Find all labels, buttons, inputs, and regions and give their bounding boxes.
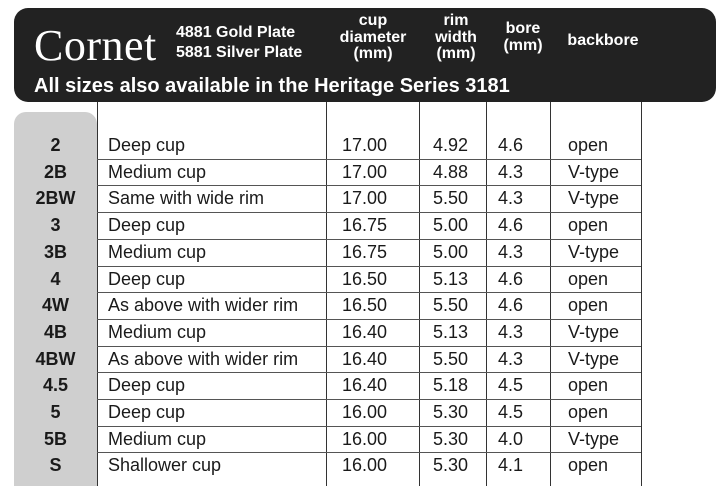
cell-cup: 17.00 [342,161,388,182]
cell-size: 5 [50,402,61,422]
cell-backbore: V-type [568,188,620,209]
table-row [14,239,641,266]
column-header-cup-diameter: cup diameter (mm) [339,12,407,62]
cell-bore: 4.3 [498,161,524,182]
cell-cup: 16.50 [342,295,388,316]
cell-rim: 5.00 [433,215,469,236]
cell-desc: Medium cup [108,241,207,262]
cell-cup: 16.40 [342,375,388,396]
cell-cup: 17.00 [342,188,388,209]
cell-bore: 4.6 [498,135,524,155]
cell-desc: Deep cup [108,215,186,236]
cell-bore: 4.3 [498,241,524,262]
cell-backbore: open [568,375,609,396]
column-header-bore: bore (mm) [503,20,543,54]
cell-cup: 16.75 [342,215,388,236]
cell-rim: 5.00 [433,241,469,262]
cell-desc: As above with wider rim [108,295,299,316]
table-row [14,399,641,426]
cell-size: 4.5 [42,375,69,396]
table-row [14,212,641,239]
cell-desc: Deep cup [108,268,186,289]
cell-bore: 4.5 [498,402,524,422]
cell-bore: 4.6 [498,268,524,289]
cell-bore: 4.1 [498,455,524,476]
table-row [14,159,641,186]
column-header-backbore: backbore [567,32,639,49]
cell-desc: Deep cup [108,375,186,396]
cell-size: 2B [43,161,67,182]
cell-backbore: V-type [568,321,620,342]
cell-rim: 5.30 [433,455,469,476]
table-row [14,346,641,373]
table-row [14,266,641,293]
cell-bore: 4.3 [498,188,524,209]
cell-cup: 16.50 [342,268,388,289]
cell-rim: 5.50 [433,348,469,369]
table-row [14,452,641,479]
table-header [14,8,716,102]
cell-backbore: V-type [568,161,620,182]
cell-rim: 4.88 [433,161,469,182]
gold-plate-model: 4881 Gold Plate [176,24,296,41]
table-row [14,372,641,399]
silver-plate-model: 5881 Silver Plate [176,44,303,61]
cell-backbore: V-type [568,428,620,449]
cell-bore: 4.0 [498,428,524,449]
cell-rim: 5.13 [433,321,469,342]
cell-backbore: open [568,135,609,155]
cell-desc: Shallower cup [108,455,222,476]
cell-backbore: open [568,295,609,316]
cell-size: 2BW [35,188,76,209]
cell-cup: 16.00 [342,455,388,476]
cell-desc: Same with wide rim [108,188,265,209]
cell-rim: 5.50 [433,295,469,316]
table-row [14,292,641,319]
cell-rim: 5.18 [433,375,469,396]
cell-desc: Medium cup [108,161,207,182]
cell-desc: Deep cup [108,402,186,422]
cell-rim: 5.30 [433,428,469,449]
cell-bore: 4.3 [498,348,524,369]
cell-rim: 4.92 [433,135,469,155]
cell-size: 3 [50,215,61,236]
table-row [14,319,641,346]
cell-size: 3B [43,241,67,262]
cell-size: S [49,455,62,476]
cell-rim: 5.13 [433,268,469,289]
cell-cup: 16.40 [342,321,388,342]
cell-desc: As above with wider rim [108,348,299,369]
cell-desc: Medium cup [108,321,207,342]
cell-bore: 4.6 [498,295,524,316]
cell-bore: 4.5 [498,375,524,396]
table-row [14,132,641,159]
cell-size: 4BW [35,348,76,369]
cell-bore: 4.3 [498,321,524,342]
cell-rim: 5.50 [433,188,469,209]
cell-cup: 16.75 [342,241,388,262]
cell-backbore: open [568,268,609,289]
column-divider [641,102,642,486]
cell-backbore: V-type [568,241,620,262]
cell-rim: 5.30 [433,402,469,422]
cell-cup: 17.00 [342,135,388,155]
cell-size: 2 [50,135,61,155]
cell-backbore: open [568,455,609,476]
cell-desc: Deep cup [108,135,186,155]
cell-backbore: open [568,402,609,422]
cell-backbore: V-type [568,348,620,369]
cell-size: 5B [43,428,67,449]
cell-cup: 16.00 [342,402,388,422]
cell-backbore: open [568,215,609,236]
product-title: Cornet [34,21,157,70]
column-header-rim-width: rim width (mm) [435,12,477,62]
cell-cup: 16.40 [342,348,388,369]
cell-desc: Medium cup [108,428,207,449]
cell-size: 4 [50,268,61,289]
cell-size: 4B [43,321,67,342]
heritage-series-note: All sizes also available in the Heritage Series 3181 [34,75,510,97]
table-row [14,185,641,212]
table-row [14,426,641,453]
cell-bore: 4.6 [498,215,524,236]
cell-cup: 16.00 [342,428,388,449]
cell-size: 4W [42,295,69,316]
